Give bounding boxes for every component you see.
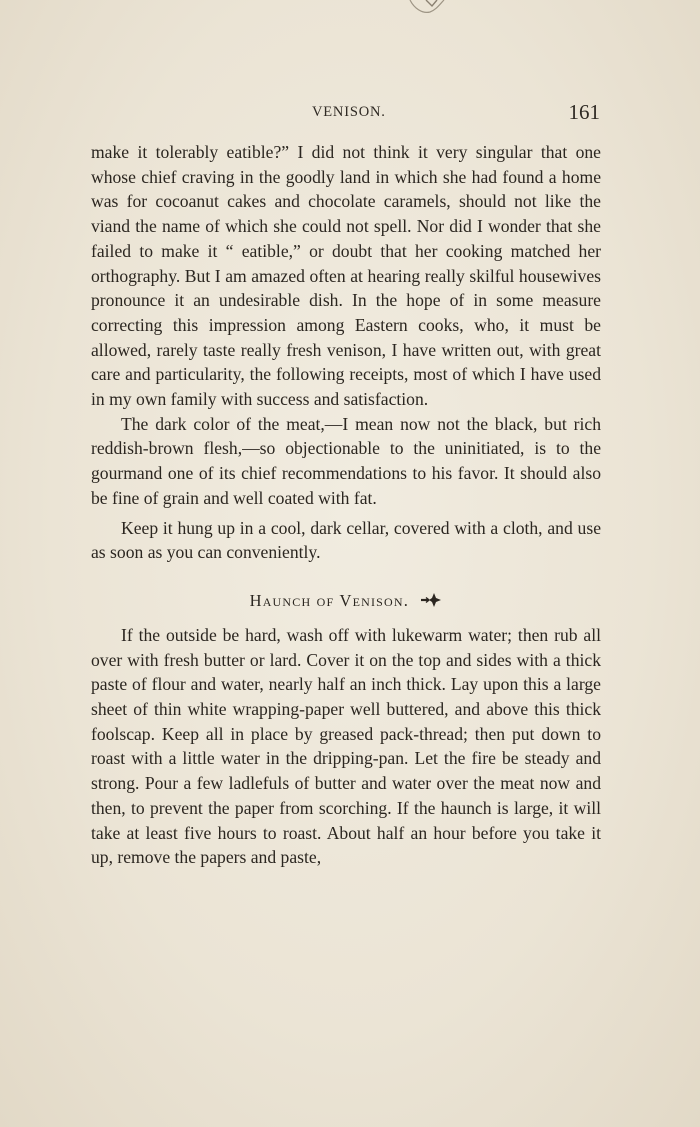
section-heading-text: Haunch of Venison. bbox=[249, 590, 410, 610]
ornament-fragment-icon bbox=[404, 0, 450, 18]
section-heading bbox=[91, 589, 601, 613]
page-number: 161 bbox=[568, 100, 600, 124]
paragraph-haunch-recipe: If the outside be hard, wash off with lukewarm water; then rub all over with fresh butter or lard. Cover it on the top and sides with a thick paste of flour and water, nearly half an inch thick. Lay upon this a large sheet of thin white wrapping-paper well buttered, and above this thick foolscap. Keep all in place by greased pack-thread; then put down to roast with a little water in the dripping-pan. Let the fire be steady and strong. Pour a few ladlefuls of butter and water over the meat now and then, to prevent the paper from scorching. If the haunch is large, it will take at least five hours to roast. About half an hour before you take it up, remove the papers and paste, bbox=[91, 624, 601, 868]
paragraph-dark-color: The dark color of the meat,—I mean now not the black, but rich reddish-brown flesh,—so objectionable to the uninitiated, is to the gourmand one of its chief recommendations to his favor. It should also be fine of grain and well coated with fat. bbox=[91, 413, 601, 508]
running-title: VENISON. bbox=[312, 104, 386, 120]
cross-icon bbox=[420, 592, 442, 608]
paragraph-keep-hung: Keep it hung up in a cool, dark cellar, covered with a cloth, and use as soon as you can conveniently. bbox=[91, 517, 601, 563]
page-body bbox=[91, 140, 601, 870]
paragraph-continuation: make it tolerably eatible?” I did not think it very singular that one whose chief craving in the goodly land in which she had found a home was for cocoanut cakes and chocolate caramels, should not like the viand the name of which she could not spell. Nor did I wonder that she failed to make it “ eatible,” or doubt that her cooking matched her orthography. But I am amazed often at hearing really skilful housewives pronounce it an undesirable dish. In the hope of in some measure correcting this impression among Eastern cooks, who, it must be allowed, rarely taste really fresh venison, I have written out, with great care and particularity, the following receipts, most of which I have used in my own family with success and satisfaction. bbox=[91, 142, 601, 410]
running-header bbox=[92, 100, 600, 130]
